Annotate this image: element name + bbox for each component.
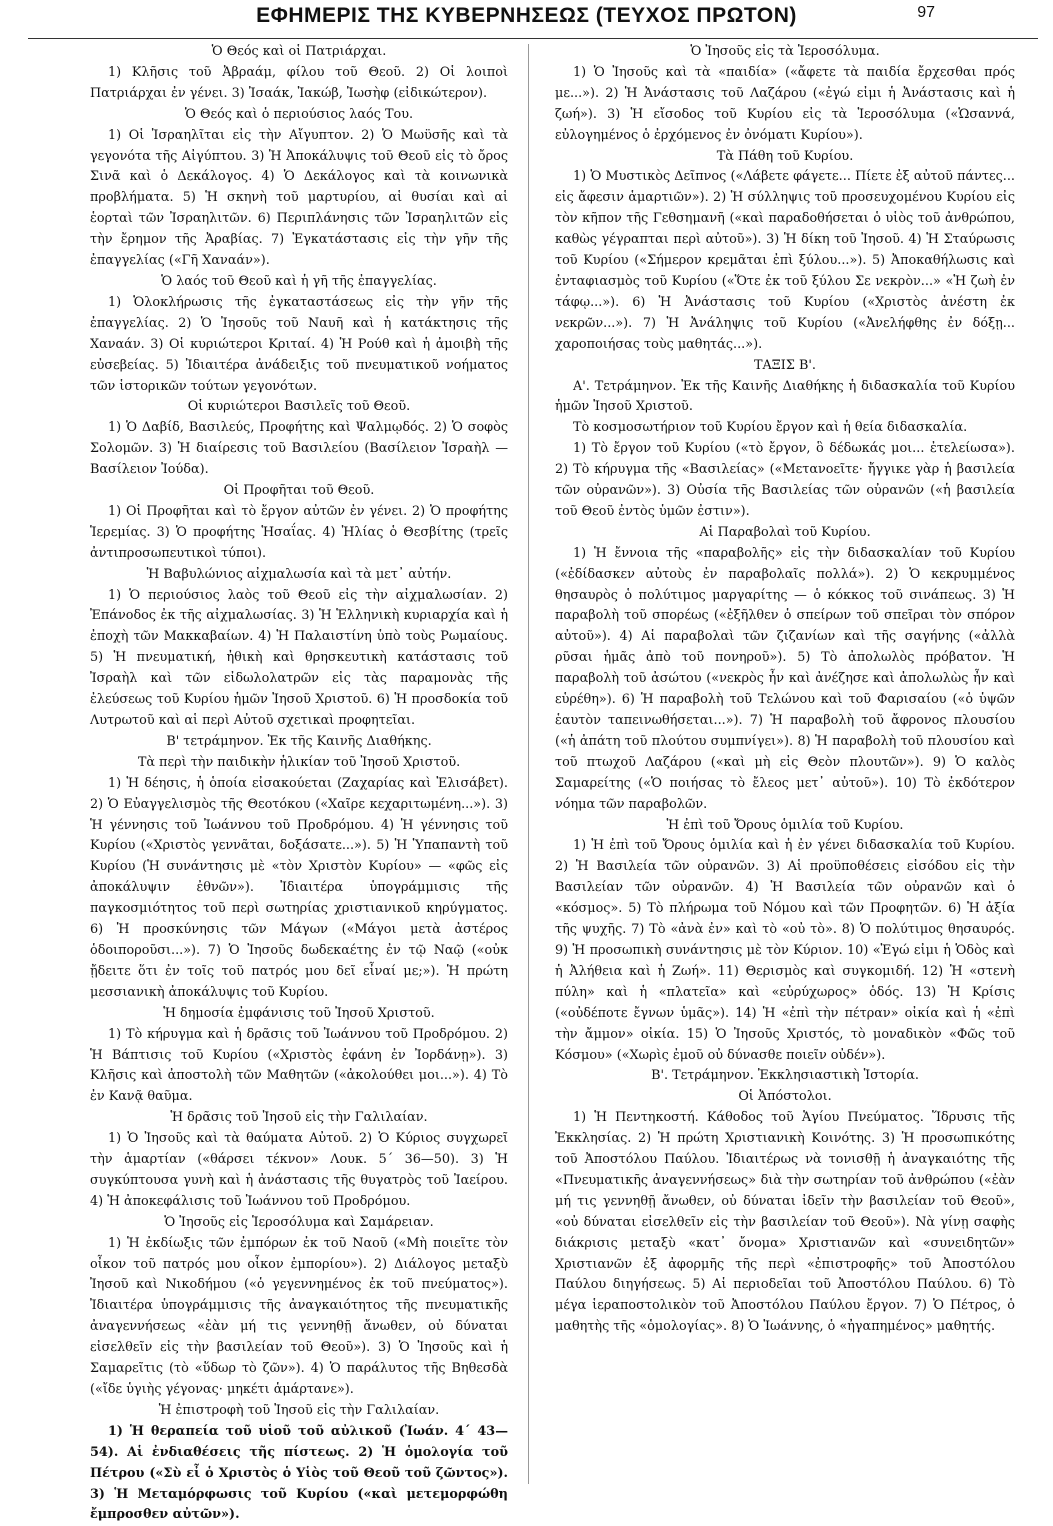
paragraph: 1) Ἡ δέησις, ἡ ὁποία εἰσακούεται (Ζαχαρίας καὶ Ἐλισάβετ). 2) Ὁ Εὐαγγελισμὸς τῆς Θεοτόκου («Χαῖρε κεχαριτωμένη...»). 3) Ἡ γέννησις τοῦ Ἰωάννου τοῦ Προδρόμου. 4) Ἡ γέννησις τοῦ Κυρίου («Χριστὸς γεννᾶται, δοξάσατε...»). 5) Ἡ Ὑπαπαντὴ τοῦ Κυρίου (Ἡ συνάντησις μὲ «τὸν Χριστὸν Κυρίου» — «φῶς εἰς ἀποκάλυψιν ἐθνῶν»). Ἰδιαιτέρα ὑπογράμμισις τῆς παγκοσμιότητος τοῦ περὶ σωτηρίας χριστιανικοῦ κηρύγματος. 6) Ἡ προσκύνησις τῶν Μάγων («Μάγοι μετὰ ἀστέρος ὁδοιποροῦσι...»). 7) Ὁ Ἰησοῦς δωδεκαέτης ἐν τῷ Ναῷ («οὐκ ᾔδειτε ὅτι ἐν τοῖς τοῦ πατρός μου δεῖ εἶναί με;»). Ἡ πρώτη μεσσιανικὴ ἀποκάλυψις τοῦ Κυρίου. xyxy=(90,775,508,1000)
section-heading: Ἡ Βαβυλώνιος αἰχμαλωσία καὶ τὰ μετ᾽ αὐτήν. xyxy=(146,566,452,582)
section-heading: Οἱ κυριώτεροι Βασιλεῖς τοῦ Θεοῦ. xyxy=(187,399,411,415)
section-heading: Ὁ Ἰησοῦς εἰς Ἱεροσόλυμα καὶ Σαμάρειαν. xyxy=(164,1214,434,1230)
paragraph: 1) Ὁ Μυστικὸς Δεῖπνος («Λάβετε φάγετε... Πίετε ἐξ αὐτοῦ πάντες... εἰς ἄφεσιν ἁμαρτιῶν»). 2) Ἡ σύλληψις τοῦ προσευχομένου Κυρίου εἰς τὸν κῆπον τῆς Γεθσημανῆ («καὶ παραδοθήσεται ὁ υἱὸς τοῦ ἀνθρώπου, καθὼς γέγραπται περὶ αὐτοῦ»). 3) Ἡ δίκη τοῦ Ἰησοῦ. 4) Ἡ Σταύρωσις τοῦ Κυρίου («Σήμερον κρεμᾶται ἐπὶ ξύλου...»). 5) Ἀποκαθήλωσις καὶ ἐνταφιασμὸς τοῦ Κυρίου («Ὅτε ἐκ τοῦ ξύλου Σε νεκρὸν...» «Ἡ ζωὴ ἐν τάφῳ...»). 6) Ἡ Ἀνάστασις τοῦ Κυρίου («Χριστὸς ἀνέστη ἐκ νεκρῶν...»). 7) Ἡ Ἀνάληψις τοῦ Κυρίου («Ἀνελήφθης ἐν δόξῃ... χαροποιήσας τοὺς μαθητάς...»). xyxy=(555,169,1015,352)
section-heading: Β'. Τετράμηνον. Ἐκκλησιαστικὴ Ἱστορία. xyxy=(651,1068,919,1084)
paragraph: 1) Ἡ ἐπὶ τοῦ Ὄρους ὁμιλία καὶ ἡ ἐν γένει διδασκαλία τοῦ Κυρίου. 2) Ἡ Βασιλεία τῶν οὐρανῶν. 3) Αἱ προϋποθέσεις εἰσόδου εἰς τὴν Βασιλείαν τῶν οὐρανῶν. 4) Ἡ Βασιλεία τῶν οὐρανῶν καὶ ὁ «κόσμος». 5) Τὸ πλήρωμα τοῦ Νόμου καὶ τῶν Προφητῶν. 6) Ἡ ἀξία τῆς ψυχῆς. 7) Τὸ «ἀνὰ ἐν» καὶ τὸ «οὐ τὸ». 8) Ὁ πολύτιμος θησαυρός. 9) Ἡ προσωπικὴ συνάντησις μὲ τὸν Κύριον. 10) «Ἐγώ εἰμι ἡ Ὁδὸς καὶ ἡ Ἀλήθεια καὶ ἡ Ζωή». 11) Θερισμὸς καὶ συγκομιδή. 12) Ἡ «στενὴ πύλη» καὶ ἡ «πλατεῖα» καὶ «εὐρύχωρος» ὁδός. 13) Ἡ Κρίσις («οὐδέποτε ἔγνων ὑμᾶς»). 14) Ἡ «ἐπὶ τὴν πέτραν» οἰκία καὶ ἡ «ἐπὶ τὴν ἄμμον» οἰκία. 15) Ὁ Ἰησοῦς Χριστός, τὸ μοναδικὸν «Φῶς τοῦ Κόσμου» («Χωρὶς ἐμοῦ οὐ δύνασθε ποιεῖν οὐδέν»). xyxy=(555,838,1015,1063)
paragraph: 1) Ὁ περιούσιος λαὸς τοῦ Θεοῦ εἰς τὴν αἰχμαλωσίαν. 2) Ἐπάνοδος ἐκ τῆς αἰχμαλωσίας. 3) Ἡ Ἑλληνικὴ κυριαρχία καὶ ἡ ἐποχὴ τῶν Μακκαβαίων. 4) Ἡ Παλαιστίνη ὑπὸ τοὺς Ρωμαίους. 5) Ἡ πνευματική, ἠθικὴ καὶ θρησκευτικὴ κατάστασις τοῦ Ἰσραὴλ καὶ τῶν εἰδωλολατρῶν εἰς τὰς παραμονὰς τῆς ἐλεύσεως τοῦ Κυρίου ἡμῶν Ἰησοῦ Χριστοῦ. 6) Ἡ προσδοκία τοῦ Λυτρωτοῦ καὶ αἱ περὶ Αὐτοῦ σχετικαὶ προφητεῖαι. xyxy=(90,587,508,728)
section-heading: Ἡ ἐπὶ τοῦ Ὄρους ὁμιλία τοῦ Κυρίου. xyxy=(666,817,904,833)
header-rule xyxy=(28,38,1038,39)
section-heading: Ἡ δρᾶσις τοῦ Ἰησοῦ εἰς τὴν Γαλιλαίαν. xyxy=(170,1110,428,1126)
paragraph: Α'. Τετράμηνον. Ἐκ τῆς Καινῆς Διαθήκης ἡ διδασκαλία τοῦ Κυρίου ἡμῶν Ἰησοῦ Χριστοῦ. xyxy=(555,378,1015,415)
paragraph: 1) Ὁ Δαβίδ, Βασιλεύς, Προφήτης καὶ Ψαλμῳδός. 2) Ὁ σοφὸς Σολομῶν. 3) Ἡ διαίρεσις τοῦ Βασιλείου (Βασίλειον Ἰσραὴλ — Βασίλειον Ἰούδα). xyxy=(90,420,508,478)
section-heading: Ὁ Ἰησοῦς εἰς τὰ Ἱεροσόλυμα. xyxy=(690,44,880,59)
paragraph: 1) Ὁ Ἰησοῦς καὶ τὰ θαύματα Αὐτοῦ. 2) Ὁ Κύριος συγχωρεῖ τὴν ἁμαρτίαν («θάρσει τέκνον» Λουκ. 5΄ 36—50). 3) Ἡ συγκύπτουσα γυνὴ καὶ ἡ ἀνάστασις τῆς θυγατρὸς τοῦ Ἰαείρου. 4) Ἡ ἀποκεφάλισις τοῦ Ἰωάννου τοῦ Προδρόμου. xyxy=(90,1131,508,1209)
section-heading: Τὰ Πάθη τοῦ Κυρίου. xyxy=(716,148,854,164)
paragraph: 1) Τὸ ἔργον τοῦ Κυρίου («τὸ ἔργον, ὃ δέδωκάς μοι... ἐτελείωσα»). 2) Τὸ κήρυγμα τῆς «Βασιλείας» («Μετανοεῖτε· ἤγγικε γὰρ ἡ βασιλεία τῶν οὐρανῶν»). 3) Οὐσία τῆς Βασιλείας τῶν οὐρανῶν («ἡ βασιλεία τοῦ Θεοῦ ἐντὸς ὑμῶν ἐστιν»). xyxy=(555,441,1015,519)
section-heading: Ὁ Θεός καὶ ὁ περιούσιος λαός Του. xyxy=(184,106,414,122)
section-heading: Ὁ Θεός καὶ οἱ Πατριάρχαι. xyxy=(211,44,387,59)
gazette-title: ΕΦΗΜΕΡΙΣ ΤΗΣ ΚΥΒΕΡΝΗΣΕΩΣ (ΤΕΥΧΟΣ ΠΡΩΤΟΝ) xyxy=(256,4,797,27)
section-heading: ΤΑΞΙΣ Β'. xyxy=(754,357,816,373)
left-column xyxy=(90,42,508,1523)
paragraph: 1) Ἡ ἔννοια τῆς «παραβολῆς» εἰς τὴν διδασκαλίαν τοῦ Κυρίου («ἐδίδασκεν αὐτοὺς ἐν παραβολαῖς πολλά»). 2) Ὁ κεκρυμμένος θησαυρὸς ὁ πολύτιμος μαργαρίτης — ὁ κόκκος τοῦ σινάπεως. 3) Ἡ παραβολὴ τοῦ σπορέως («ἐξῆλθεν ὁ σπείρων τοῦ σπεῖραι τὸν σπόρον αὐτοῦ»). 4) Αἱ παραβολαὶ τῶν ζιζανίων καὶ τῆς σαγήνης («ἀλλὰ ρῦσαι ἡμᾶς ἀπὸ τοῦ πονηροῦ»). 5) Τὸ ἀπολωλὸς πρόβατον. Ἡ παραβολὴ τοῦ ἀσώτου («νεκρὸς ἦν καὶ ἀνέζησε καὶ ἀπολωλὼς ἦν καὶ εὑρέθη»). 6) Ἡ παραβολὴ τοῦ Τελώνου καὶ τοῦ Φαρισαίου («ὁ ὑψῶν ἑαυτὸν ταπεινωθήσεται...»). 7) Ἡ παραβολὴ τοῦ ἄφρονος πλουσίου («ἡ ἀπάτη τοῦ πλούτου συμπνίγει»). 8) Ἡ παραβολὴ τοῦ πλουσίου καὶ τοῦ πτωχοῦ Λαζάρου («καὶ μὴ εἰς Θεὸν πλουτῶν»). 9) Ὁ καλὸς Σαμαρείτης («Ὁ ποιήσας τὸ ἔλεος μετ᾽ αὐτοῦ»). 10) Τὸ ἐκδότερον νόημα τῶν παραβολῶν. xyxy=(555,545,1015,812)
page-number: 97 xyxy=(917,4,935,21)
section-heading: Ἡ δημοσία ἐμφάνισις τοῦ Ἰησοῦ Χριστοῦ. xyxy=(163,1005,435,1021)
column-divider xyxy=(528,44,529,1484)
paragraph: 1) Κλῆσις τοῦ Ἀβραάμ, φίλου τοῦ Θεοῦ. 2) Οἱ λοιποὶ Πατριάρχαι ἐν γένει. 3) Ἰσαάκ, Ἰακώβ, Ἰωσὴφ (εἰδικώτερον). xyxy=(90,64,508,101)
section-heading: Ἡ ἐπιστροφὴ τοῦ Ἰησοῦ εἰς τὴν Γαλιλαίαν. xyxy=(158,1402,440,1418)
paragraph: 1) Οἱ Προφῆται καὶ τὸ ἔργον αὐτῶν ἐν γένει. 2) Ὁ προφήτης Ἱερεμίας. 3) Ὁ προφήτης Ἡσαΐας. 4) Ἠλίας ὁ Θεσβίτης (τρεῖς ἀντιπροσωπευτικοὶ τύποι). xyxy=(90,503,508,561)
paragraph: Τὸ κοσμοσωτήριον τοῦ Κυρίου ἔργον καὶ ἡ θεία διδασκαλία. xyxy=(573,420,968,436)
section-heading: Τὰ περὶ τὴν παιδικὴν ἡλικίαν τοῦ Ἰησοῦ Χριστοῦ. xyxy=(137,754,461,770)
paragraph: 1) Ἡ θεραπεία τοῦ υἱοῦ τοῦ αὐλικοῦ (Ἰωάν. 4΄ 43—54). Αἱ ἐνδιαθέσεις τῆς πίστεως. 2) Ἡ ὁμολογία τοῦ Πέτρου («Σὺ εἶ ὁ Χριστὸς ὁ Υἱὸς τοῦ Θεοῦ τοῦ ζῶντος»). 3) Ἡ Μεταμόρφωσις τοῦ Κυρίου («καὶ μετεμορφώθη ἔμπροσθεν αὐτῶν»). xyxy=(90,1423,508,1523)
paragraph: 1) Ὁλοκλήρωσις τῆς ἐγκαταστάσεως εἰς τὴν γῆν τῆς ἐπαγγελίας. 2) Ὁ Ἰησοῦς τοῦ Ναυῆ καὶ ἡ κατάκτησις τῆς Χαναάν. 3) Οἱ κυριώτεροι Κριταί. 4) Ἡ Ρούθ καὶ ἡ ἀμοιβὴ τῆς εὐσεβείας. 5) Ἰδιαιτέρα ἀνάδειξις τοῦ πνευματικοῦ νοήματος τῶν ἱστορικῶν τούτων γεγονότων. xyxy=(90,294,508,394)
section-heading: Β' τετράμηνον. Ἐκ τῆς Καινῆς Διαθήκης. xyxy=(166,733,432,749)
paragraph: 1) Ἡ ἐκδίωξις τῶν ἐμπόρων ἐκ τοῦ Ναοῦ («Μὴ ποιεῖτε τὸν οἶκον τοῦ πατρός μου οἶκον ἐμπορίου»). 2) Διάλογος μεταξὺ Ἰησοῦ καὶ Νικοδήμου («ὁ γεγεννημένος ἐκ τοῦ πνεύματος»). Ἰδιαιτέρα ὑπογράμμισις τῆς ἀναγκαιότητος τῆς πνευματικῆς ἀναγεννήσεως «ἐὰν μή τις γεννηθῇ ἄνωθεν, οὐ δύναται εἰσελθεῖν εἰς τὴν βασιλείαν τοῦ Θεοῦ»). 3) Ὁ Ἰησοῦς καὶ ἡ Σαμαρεῖτις (τὸ «ὕδωρ τὸ ζῶν»). 4) Ὁ παράλυτος τῆς Βηθεσδὰ («ἴδε ὑγιὴς γέγονας· μηκέτι ἁμάρτανε»). xyxy=(90,1235,508,1397)
paragraph: 1) Ὁ Ἰησοῦς καὶ τὰ «παιδία» («ἄφετε τὰ παιδία ἔρχεσθαι πρός με...»). 2) Ἡ Ἀνάστασις τοῦ Λαζάρου («ἐγώ εἰμι ἡ Ἀνάστασις καὶ ἡ ζωή»). 3) Ἡ εἴσοδος τοῦ Κυρίου εἰς τὰ Ἱεροσόλυμα («Ὡσαννά, εὐλογημένος ὁ ἐρχόμενος ἐν ὀνόματι Κυρίου»). xyxy=(555,64,1015,143)
right-column xyxy=(555,42,1015,1492)
page-header xyxy=(0,0,1053,36)
section-heading: Οἱ Προφῆται τοῦ Θεοῦ. xyxy=(223,483,375,499)
section-heading: Οἱ Ἀπόστολοι. xyxy=(738,1089,832,1105)
paragraph: 1) Οἱ Ἰσραηλῖται εἰς τὴν Αἴγυπτον. 2) Ὁ Μωϋσῆς καὶ τὰ γεγονότα τῆς Αἰγύπτου. 3) Ἡ Ἀποκάλυψις τοῦ Θεοῦ εἰς τὸ ὄρος Σινᾶ καὶ ὁ Δεκάλογος. 4) Ὁ Δεκάλογος καὶ τὰ κοινωνικὰ προβλήματα. 5) Ἡ σκηνὴ τοῦ μαρτυρίου, αἱ θυσίαι καὶ αἱ ἑορταὶ τῶν Ἰσραηλιτῶν. 6) Περιπλάνησις τῶν Ἰσραηλιτῶν εἰς τὴν ἔρημον τῆς Ἀραβίας. 7) Ἐγκατάστασις εἰς τὴν γῆν τῆς ἐπαγγελίας («Γῆ Χαναάν»). xyxy=(90,127,508,269)
section-heading: Αἱ Παραβολαὶ τοῦ Κυρίου. xyxy=(699,524,871,540)
paragraph: 1) Τὸ κήρυγμα καὶ ἡ δρᾶσις τοῦ Ἰωάννου τοῦ Προδρόμου. 2) Ἡ Βάπτισις τοῦ Κυρίου («Χριστὸς ἐφάνη ἐν Ἰορδάνῃ»). 3) Κλῆσις καὶ ἀποστολὴ τῶν Μαθητῶν («ἀκολούθει μοι...»). 4) Τὸ ἐν Κανᾷ θαῦμα. xyxy=(90,1026,508,1105)
section-heading: Ὁ λαός τοῦ Θεοῦ καὶ ἡ γῆ τῆς ἐπαγγελίας. xyxy=(161,273,437,289)
paragraph: 1) Ἡ Πεντηκοστή. Κάθοδος τοῦ Ἁγίου Πνεύματος. Ἵδρυσις τῆς Ἐκκλησίας. 2) Ἡ πρώτη Χριστιανικὴ Κοινότης. 3) Ἡ προσωπικότης τοῦ Ἀποστόλου Παύλου. Ἰδιαιτέρως νὰ τονισθῇ ἡ ἀναγκαιότης τῆς «Πνευματικῆς ἀναγεννήσεως» διὰ τὴν σωτηρίαν τοῦ ἀνθρώπου («ἐὰν μή τις γεννηθῇ ἄνωθεν, οὐ δύναται ἰδεῖν τὴν βασιλείαν τοῦ Θεοῦ», «οὐ δύναται εἰσελθεῖν εἰς τὴν βασιλείαν τοῦ Θεοῦ»). Νὰ γίνῃ σαφὴς διάκρισις μεταξὺ «κατ᾽ ὄνομα» Χριστιανῶν καὶ «συνειδητῶν» Χριστιανῶν ἐξ ἀφορμῆς τῆς περὶ «ἐπιστροφῆς» τοῦ Ἀποστόλου Παύλου διηγήσεως. 5) Αἱ περιοδεῖαι τοῦ Ἀποστόλου Παύλου. 6) Τὸ μέγα ἱεραποστολικὸν τοῦ Ἀποστόλου Παύλου ἔργον. 7) Ὁ Πέτρος, ὁ μαθητὴς τῆς «ὁμολογίας». 8) Ὁ Ἰωάννης, ὁ «ἠγαπημένος» μαθητής. xyxy=(555,1110,1015,1335)
